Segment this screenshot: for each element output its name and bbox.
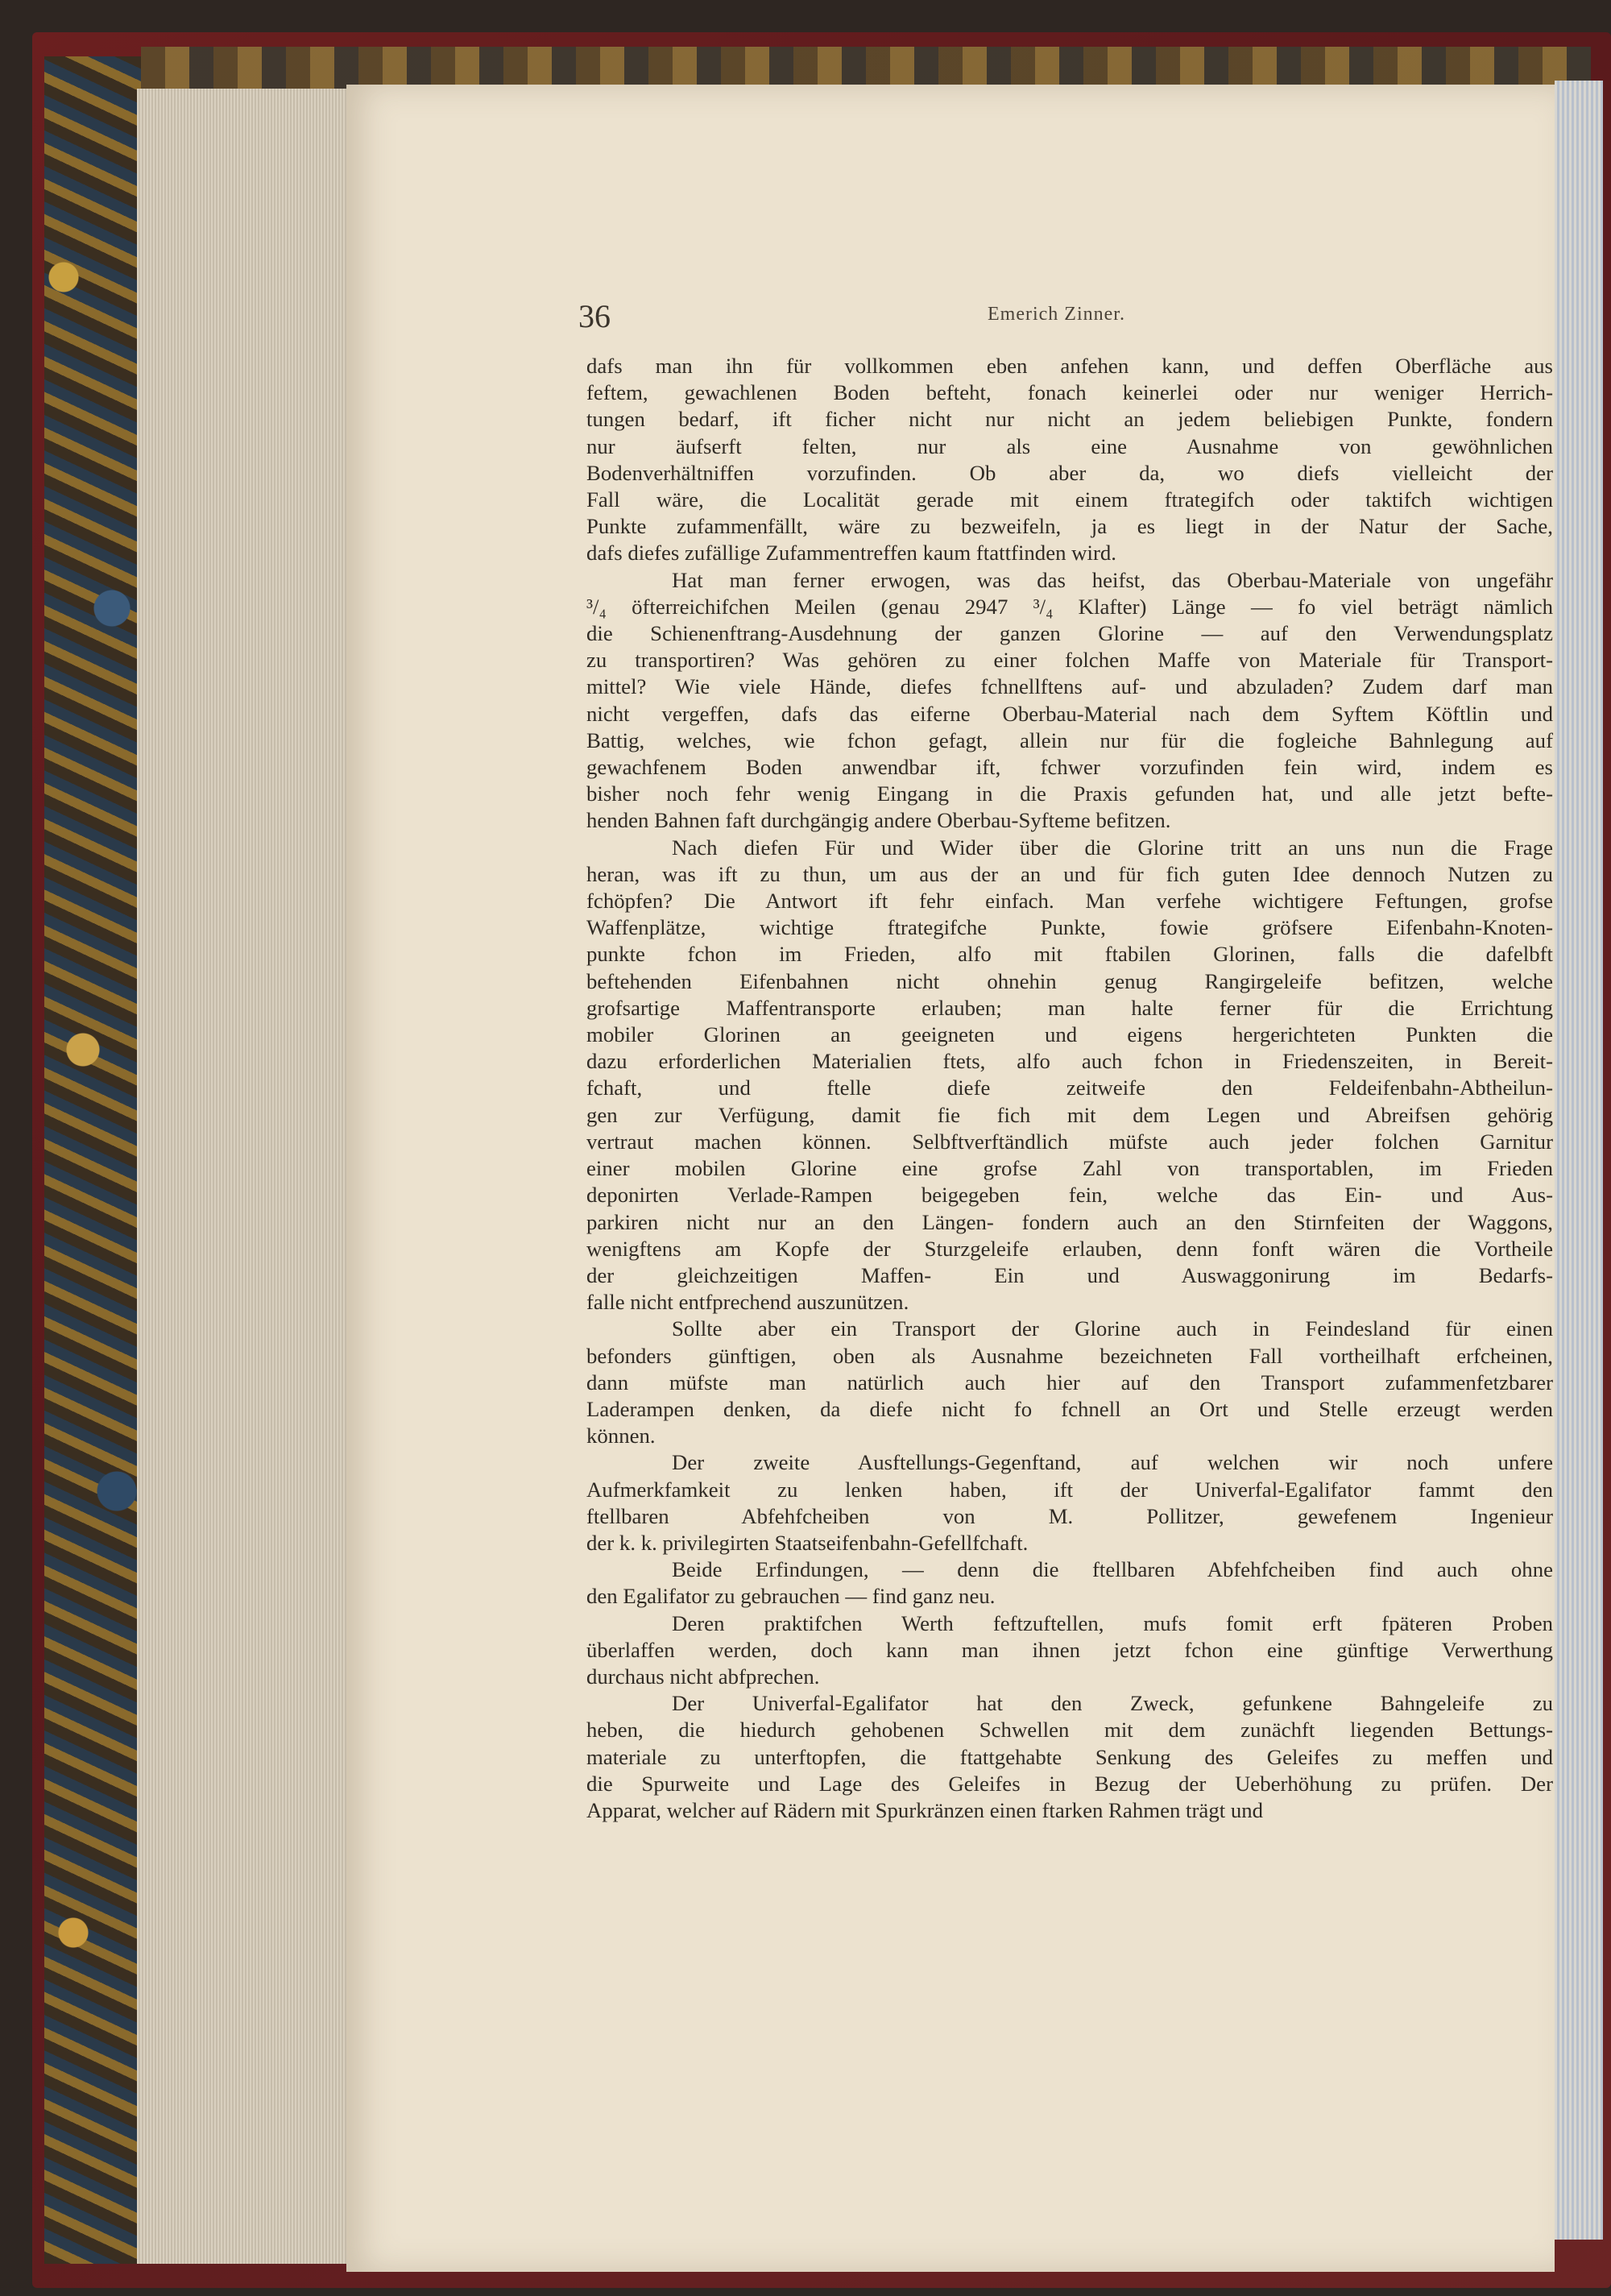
text-line: grofsartige Maffentransporte erlauben; man halte ferner für die Errichtung [586,995,1553,1020]
text-line: mittel? Wie viele Hände, diefes fchnellftens auf- und abzuladen? Zudem darf man [586,674,1553,699]
text-line: Laderampen denken, da diefe nicht fo fchnell an Ort und Stelle erzeugt werden [586,1396,1553,1421]
paragraph [586,1449,1553,1556]
marbled-endpaper [44,56,141,2264]
text-line: Beide Erfindungen, — denn die ftellbaren Abfehfcheiben find auch ohne [672,1557,1553,1582]
text-line: überlaffen werden, doch kann man ihnen jetzt fchon eine günftige Verwerthung [586,1637,1553,1662]
text-line: henden Bahnen faft durchgängig andere Oberbau-Syfteme befitzen. [586,808,1171,833]
text-line: tungen bedarf, ift ficher nicht nur nicht an jedem beliebigen Punkte, fondern [586,407,1553,432]
text-line: dann müfste man natürlich auch hier auf den Transport zufammenfetzbarer [586,1370,1553,1395]
text-line: wenigftens am Kopfe der Sturzgeleife erlauben, denn fonft wären die Vortheile [586,1236,1553,1261]
text-line: ³/₄ öfterreichifchen Meilen (genau 2947 ³/₄ Klafter) Länge — fo viel beträgt nämlich [586,594,1553,619]
right-page-edge [1555,81,1603,2240]
text-line: können. [586,1424,656,1448]
text-line: materiale zu unterftopfen, die ftattgehabte Senkung des Geleifes zu meffen und [586,1744,1553,1769]
text-line: nicht vergeffen, dafs das eiferne Oberbau-Material nach dem Syftem Köftlin und [586,701,1553,726]
text-line: heben, die hiedurch gehobenen Schwellen mit dem zunächft liegenden Bettungs- [586,1718,1553,1743]
text-line: vertraut machen können. Selbftverftändlich müfste auch jeder folchen Garnitur [586,1129,1553,1154]
text-line: falle nicht entfprechend auszunützen. [586,1290,909,1315]
text-line: Aufmerkfamkeit zu lenken haben, ift der Univerfal-Egalifator fammt den [586,1477,1553,1502]
text-line: Bodenverhältniffen vorzufinden. Ob aber da, wo diefs vielleicht der [586,460,1553,485]
text-line: ftellbaren Abfehfcheiben von M. Pollitzer, gewefenem Ingenieur [586,1503,1553,1528]
text-line: fchöpfen? Die Antwort ift fehr einfach. Man verfehe wichtigere Feftungen, grofse [586,889,1553,914]
text-line: Fall wäre, die Localität gerade mit einem ftrategifch oder taktifch wichtigen [586,487,1553,512]
text-line: Deren praktifchen Werth feftzuftellen, mufs fomit erft fpäteren Proben [672,1610,1553,1635]
text-line: einer mobilen Glorine eine grofse Zahl von transportablen, im Frieden [586,1156,1553,1181]
paragraph [586,353,1553,567]
page-stack-edge [137,89,348,2264]
text-line: punkte fchon im Frieden, alfo mit ftabilen Glorinen, falls die dafelbft [586,942,1553,967]
text-line: Der zweite Ausftellungs-Gegenftand, auf welchen wir noch unfere [672,1450,1553,1475]
text-line: bisher noch fehr wenig Eingang in die Praxis gefunden hat, und alle jetzt befte- [586,781,1553,806]
text-line: parkiren nicht nur an den Längen- fondern auch an den Stirnfeiten der Waggons, [586,1209,1553,1234]
text-line: nur äufserft felten, nur als eine Ausnahme von gewöhnlichen [586,433,1553,458]
text-line: fchaft, und ftelle diefe zeitweife den Feldeifenbahn-Abtheilun- [586,1075,1553,1100]
body-text [586,353,1553,1824]
text-line: deponirten Verlade-Rampen beigegeben fein, welche das Ein- und Aus- [586,1183,1553,1208]
text-line: durchaus nicht abfprechen. [586,1664,820,1689]
paragraph [586,1610,1553,1691]
paragraph [586,835,1553,1316]
paragraph [586,567,1553,835]
text-line: beftehenden Eifenbahnen nicht ohnehin genug Rangirgeleife befitzen, welche [586,968,1553,993]
text-line: dafs man ihn für vollkommen eben anfehen kann, und deffen Oberfläche aus [586,354,1553,378]
text-line: zu transportiren? Was gehören zu einer folchen Maffe von Materiale für Transport- [586,648,1553,673]
text-line: den Egalifator zu gebrauchen — find ganz neu. [586,1584,996,1609]
text-line: Der Univerfal-Egalifator hat den Zweck, gefunkene Bahngeleife zu [672,1691,1553,1716]
text-line: Apparat, welcher auf Rädern mit Spurkränzen einen ftarken Rahmen trägt und [586,1797,1264,1822]
text-line: befonders günftigen, oben als Ausnahme bezeichneten Fall vortheilhaft erfcheinen, [586,1343,1553,1368]
text-line: Nach diefen Für und Wider über die Glorine tritt an uns nun die Frage [672,835,1553,860]
text-line: gewachfenem Boden anwendbar ift, fchwer vorzufinden fein wird, indem es [586,755,1553,780]
text-line: Waffenplätze, wichtige ftrategifche Punkte, fowie gröfsere Eifenbahn-Knoten- [586,915,1553,940]
text-line: die Schienenftrang-Ausdehnung der ganzen Glorine — auf den Verwendungsplatz [586,621,1553,646]
text-line: der k. k. privilegirten Staatseifenbahn-Gefellfchaft. [586,1530,1029,1555]
text-line: mobiler Glorinen an geeigneten und eigens hergerichteten Punkten die [586,1022,1553,1047]
paragraph [586,1690,1553,1824]
text-line: Sollte aber ein Transport der Glorine auch in Feindesland für einen [672,1316,1553,1341]
text-line: heran, was ift zu thun, um aus der an und für fich guten Idee dennoch Nutzen zu [586,861,1553,886]
text-line: die Spurweite und Lage des Geleifes in Bezug der Ueberhöhung zu prüfen. Der [586,1771,1553,1796]
text-line: Hat man ferner erwogen, was das heifst, das Oberbau-Materiale von ungefähr [672,567,1553,592]
text-line: feftem, gewachlenen Boden befteht, fonach keinerlei oder nur weniger Herrich- [586,380,1553,405]
page-number: 36 [578,298,611,334]
text-line: dazu erforderlichen Materialien ftets, alfo auch fchon in Friedenszeiten, in Bereit- [586,1049,1553,1074]
running-head: Emerich Zinner. [988,304,1125,325]
paragraph [586,1316,1553,1449]
text-line: der gleichzeitigen Maffen- Ein und Auswaggonirung im Bedarfs- [586,1262,1553,1287]
paragraph [586,1556,1553,1610]
text-line: gen zur Verfügung, damit fie fich mit dem Legen und Abreifsen gehörig [586,1102,1553,1127]
text-line: Battig, welches, wie fchon gefagt, allein nur für die fogleiche Bahnlegung auf [586,727,1553,752]
text-line: Punkte zufammenfällt, wäre zu bezweifeln, ja es liegt in der Natur der Sache, [586,514,1553,539]
text-line: dafs diefes zufällige Zufammentreffen kaum ftattfinden wird. [586,541,1117,566]
